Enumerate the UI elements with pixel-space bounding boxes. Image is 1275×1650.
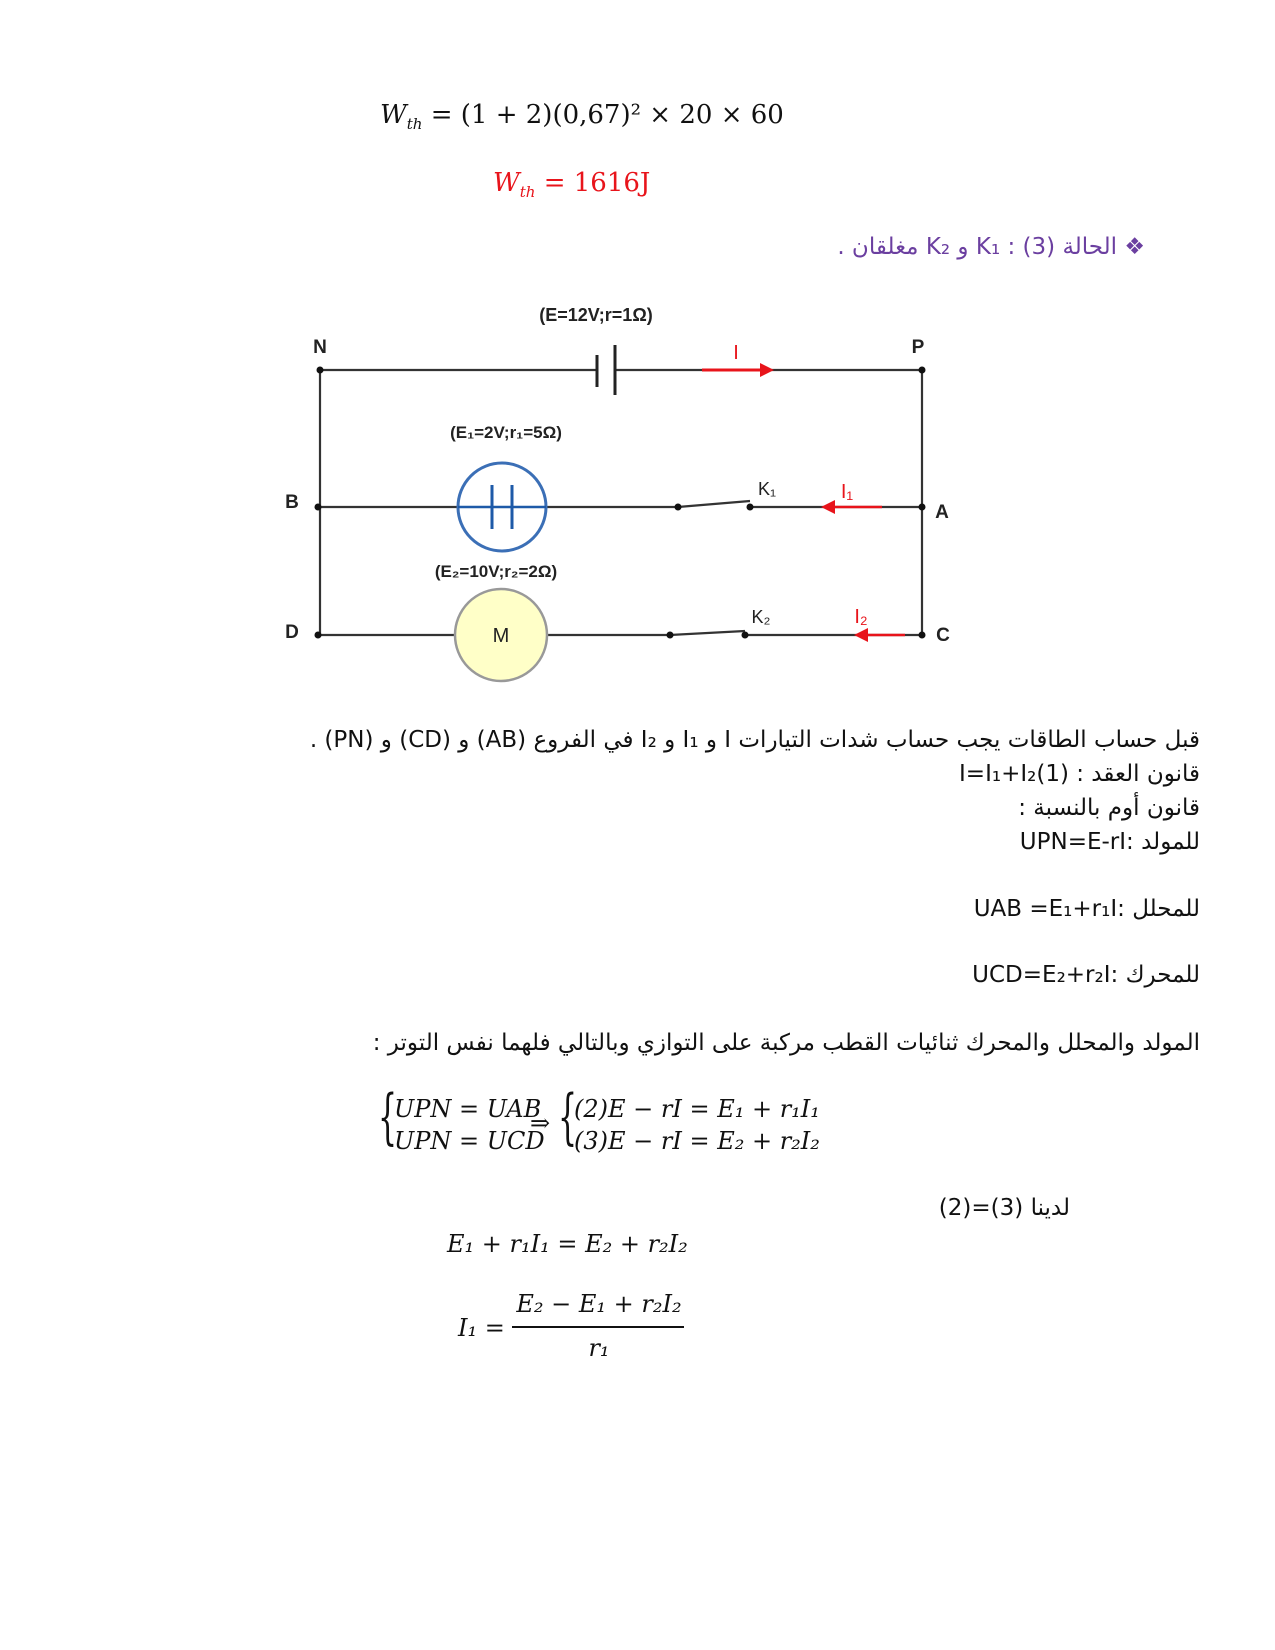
left-brace-icon: { [378, 1082, 398, 1152]
i1-lhs: I₁ = [458, 1314, 505, 1342]
current-arrow-2 [854, 628, 905, 642]
electrolyzer [458, 463, 546, 551]
node-p: P [911, 337, 925, 358]
node-n: N [313, 337, 327, 358]
intro-line: قبل حساب الطاقات يجب حساب شدات التيارات I و I₁ و I₂ في الفروع (AB) و (CD) و (PN) . [309, 727, 1200, 753]
wth-result-value: = 1616J [543, 168, 651, 198]
circuit-diagram [270, 295, 970, 695]
sys-left-2: UPN = UCD [394, 1127, 545, 1155]
electrolyzer-label: (E₁=2V;r₁=5Ω) [450, 423, 562, 442]
sys-right-2: (3)E − rI = E₂ + r₂I₂ [574, 1127, 820, 1155]
we-have-line: لدينا (3)=(2) [938, 1195, 1070, 1221]
i1-numerator: E₂ − E₁ + r₂I₂ [516, 1290, 682, 1318]
diamond-bullet-icon: ❖ [1124, 234, 1145, 260]
generator-line: للمولد :UPN=E-rI [1019, 829, 1200, 855]
implies-arrow: ⇒ [530, 1109, 551, 1137]
wth-equation: $W_{th} = (1 + 2)(0,67)^2 \times 20 \times 60$ [380, 100, 784, 134]
wth-result: $W_{th} = 1616J$ [493, 168, 651, 202]
generator-cell [597, 345, 615, 395]
current-i1-label: I₁ [840, 481, 854, 503]
right-brace-icon: { [558, 1082, 578, 1152]
system-left [378, 1082, 545, 1157]
ohm-law-line: قانون أوم بالنسبة : [1018, 795, 1200, 821]
motor-label: (E₂=10V;r₂=2Ω) [434, 562, 558, 581]
i1-denominator: r₁ [588, 1334, 610, 1362]
sys-left-1: UPN = UAB [394, 1095, 542, 1123]
equal-equation: E₁ + r₁I₁ = E₂ + r₂I₂ [447, 1230, 688, 1258]
system-right [558, 1082, 820, 1157]
wth-calc: = (1 + 2)(0,67)² × 20 × 60 [430, 100, 784, 130]
switch-k2-label: K₂ [751, 607, 771, 627]
parallel-line: المولد والمحلل والمحرك ثنائيات القطب مركبة على التوازي وبالتالي فلهما نفس التوتر : [372, 1030, 1200, 1056]
fraction-bar [512, 1326, 684, 1328]
node-a: A [935, 502, 949, 523]
node-c: C [936, 625, 950, 646]
case3-text: الحالة (3) : K₁ و K₂ مغلقان . [837, 234, 1118, 260]
motor-symbol: M [492, 625, 510, 647]
node-d: D [285, 622, 299, 643]
current-i-label: I [733, 342, 739, 364]
current-arrow-main [702, 363, 774, 377]
motor-line: للمحرك :UCD=E₂+r₂I [972, 962, 1200, 988]
case3-heading [837, 234, 1145, 260]
current-i2-label: I₂ [854, 606, 868, 628]
switch-k1-label: K₁ [757, 479, 777, 499]
generator-label: (E=12V;r=1Ω) [539, 305, 653, 325]
sys-right-1: (2)E − rI = E₁ + r₁I₁ [574, 1095, 820, 1123]
electrolyzer-line: للمحلل :UAB =E₁+r₁I [973, 896, 1200, 922]
node-law-line: قانون العقد : I=I₁+I₂(1) [959, 761, 1200, 787]
node-b: B [285, 492, 299, 513]
